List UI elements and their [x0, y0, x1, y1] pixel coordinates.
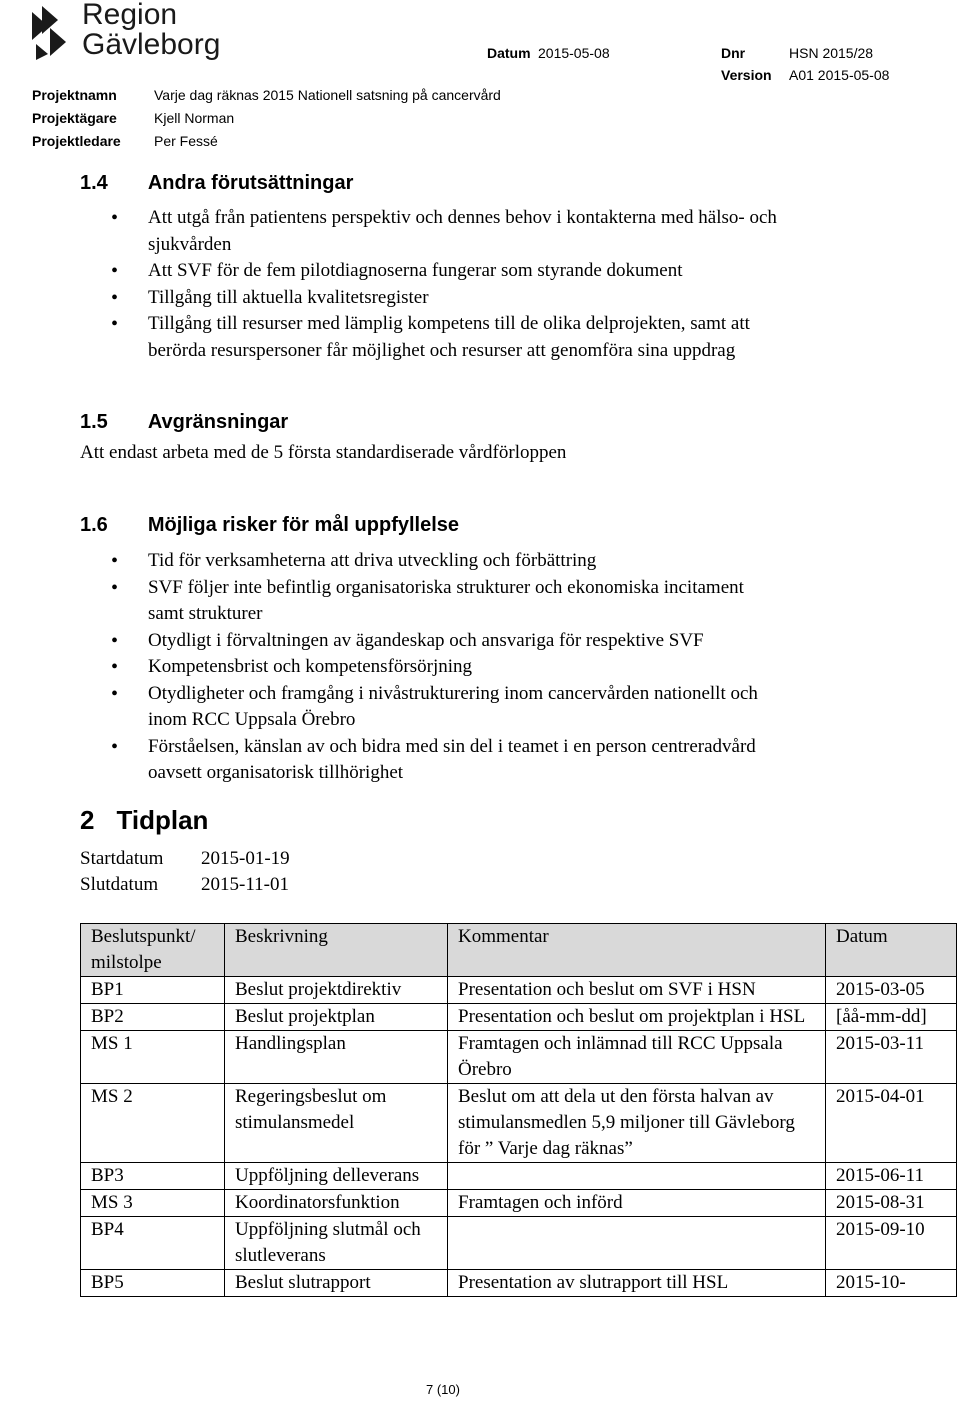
- table-header-row: [81, 924, 957, 977]
- list-item: • Tillgång till aktuella kvalitetsregister: [111, 285, 811, 312]
- table-cell: Uppföljning delleverans: [225, 1163, 448, 1190]
- logo-wordmark: [82, 0, 220, 60]
- table-cell: 2015-06-11: [826, 1163, 957, 1190]
- table-cell: 2015-09-10: [826, 1217, 957, 1270]
- datum-label: Datum: [487, 45, 531, 61]
- page-number: 7 (10): [426, 1382, 460, 1397]
- slutdatum-value: 2015-11-01: [201, 874, 289, 895]
- dnr-label: Dnr: [721, 45, 746, 61]
- table-header-cell: Kommentar: [448, 924, 826, 977]
- table-cell: Beslut om att dela ut den första halvan av stimulansmedlen 5,9 miljoner till Gävleborg för ” Varje dag räknas”: [448, 1084, 826, 1163]
- table-cell: 2015-03-05: [826, 977, 957, 1004]
- table-cell: Presentation av slutrapport till HSL: [448, 1270, 826, 1297]
- projektagare-value: Kjell Norman: [154, 110, 235, 126]
- table-cell: BP4: [81, 1217, 225, 1270]
- projektledare-label: Projektledare: [32, 133, 121, 149]
- list-item: • Tid för verksamheterna att driva utveckling och förbättring: [111, 548, 771, 575]
- table-cell: Presentation och beslut om SVF i HSN: [448, 977, 826, 1004]
- section-number: 1.5: [80, 411, 108, 433]
- projektnamn-value: Varje dag räknas 2015 Nationell satsning på cancervård: [154, 87, 501, 103]
- section-number: 1.4: [80, 172, 108, 194]
- table-cell: MS 1: [81, 1031, 225, 1084]
- version-value: A01 2015-05-08: [789, 67, 890, 83]
- table-row: [81, 1004, 957, 1031]
- table-cell: Presentation och beslut om projektplan i HSL: [448, 1004, 826, 1031]
- version-label: Version: [721, 67, 772, 83]
- list-item: • Otydligt i förvaltningen av ägandeskap och ansvariga för respektive SVF: [111, 628, 771, 655]
- region-gavleborg-logo: [28, 2, 238, 64]
- projektledare-value: Per Fessé: [154, 133, 218, 149]
- table-cell: Beslut projektdirektiv: [225, 977, 448, 1004]
- section-title: Möjliga risker för mål uppfyllelse: [147, 514, 460, 536]
- projektagare-label: Projektägare: [32, 110, 117, 126]
- table-row: [81, 977, 957, 1004]
- chapter-heading-2: [80, 805, 208, 836]
- table-cell: MS 2: [81, 1084, 225, 1163]
- section-heading-1-6: [80, 514, 459, 537]
- table-cell: Framtagen och inlämnad till RCC Uppsala Örebro: [448, 1031, 826, 1084]
- table-header-cell: Datum: [826, 924, 957, 977]
- chapter-number: 2: [80, 805, 95, 835]
- table-cell: BP3: [81, 1163, 225, 1190]
- table-row: [81, 1217, 957, 1270]
- datum-value: 2015-05-08: [538, 45, 610, 61]
- region-logo-mark-icon: [28, 4, 74, 60]
- table-cell: [åå-mm-dd]: [826, 1004, 957, 1031]
- chapter-title: Tidplan: [116, 805, 209, 835]
- table-header-cell: Beskrivning: [225, 924, 448, 977]
- section-heading-1-4: [80, 172, 353, 195]
- logo-line-2: Gävleborg: [82, 28, 221, 61]
- forutsattningar-list: [111, 205, 811, 364]
- list-item: • Förståelsen, känslan av och bidra med sin del i teamet i en person centreradvård oavsett organisatorisk tillhörighet: [111, 734, 771, 787]
- table-header-cell: Beslutspunkt/ milstolpe: [81, 924, 225, 977]
- table-row: [81, 1270, 957, 1297]
- table-cell: BP2: [81, 1004, 225, 1031]
- section-number: 1.6: [80, 514, 108, 536]
- section-heading-1-5: [80, 411, 288, 434]
- table-row: [81, 1031, 957, 1084]
- table-cell: 2015-08-31: [826, 1190, 957, 1217]
- startdatum-label: Startdatum: [80, 848, 164, 869]
- tidplan-table: [80, 923, 957, 1297]
- table-cell: 2015-10-: [826, 1270, 957, 1297]
- table-cell: MS 3: [81, 1190, 225, 1217]
- startdatum-value: 2015-01-19: [201, 848, 290, 869]
- table-cell: Beslut slutrapport: [225, 1270, 448, 1297]
- table-row: [81, 1190, 957, 1217]
- logo-line-1: Region: [82, 0, 178, 31]
- table-cell: Regeringsbeslut om stimulansmedel: [225, 1084, 448, 1163]
- list-item: • SVF följer inte befintlig organisatoriska strukturer och ekonomiska incitament samt strukturer: [111, 575, 771, 628]
- table-cell: Koordinatorsfunktion: [225, 1190, 448, 1217]
- list-item: • Att utgå från patientens perspektiv och dennes behov i kontakterna med hälso- och sjukvården: [111, 205, 811, 258]
- projektnamn-label: Projektnamn: [32, 87, 117, 103]
- table-cell: [448, 1217, 826, 1270]
- slutdatum-label: Slutdatum: [80, 874, 159, 895]
- table-cell: Beslut projektplan: [225, 1004, 448, 1031]
- table-cell: 2015-03-11: [826, 1031, 957, 1084]
- table-cell: Handlingsplan: [225, 1031, 448, 1084]
- table-cell: BP5: [81, 1270, 225, 1297]
- list-item: • Att SVF för de fem pilotdiagnoserna fungerar som styrande dokument: [111, 258, 811, 285]
- list-item: • Tillgång till resurser med lämplig kompetens till de olika delprojekten, samt att berörda resurspersoner får möjlighet och resurser att genomföra sina uppdrag: [111, 311, 811, 364]
- table-row: [81, 1084, 957, 1163]
- table-cell: [448, 1163, 826, 1190]
- dnr-value: HSN 2015/28: [789, 45, 874, 61]
- table-cell: BP1: [81, 977, 225, 1004]
- list-item: • Otydligheter och framgång i nivåstrukturering inom cancervården nationellt och inom RCC Uppsala Örebro: [111, 681, 771, 734]
- table-cell: 2015-04-01: [826, 1084, 957, 1163]
- list-item: • Kompetensbrist och kompetensförsörjning: [111, 654, 771, 681]
- risker-list: [111, 548, 771, 787]
- table-row: [81, 1163, 957, 1190]
- table-cell: Uppföljning slutmål och slutleverans: [225, 1217, 448, 1270]
- table-cell: Framtagen och införd: [448, 1190, 826, 1217]
- section-title: Avgränsningar: [147, 411, 289, 433]
- section-title: Andra förutsättningar: [147, 172, 354, 194]
- avgransningar-text: Att endast arbeta med de 5 första standardiserade vårdförloppen: [80, 442, 567, 463]
